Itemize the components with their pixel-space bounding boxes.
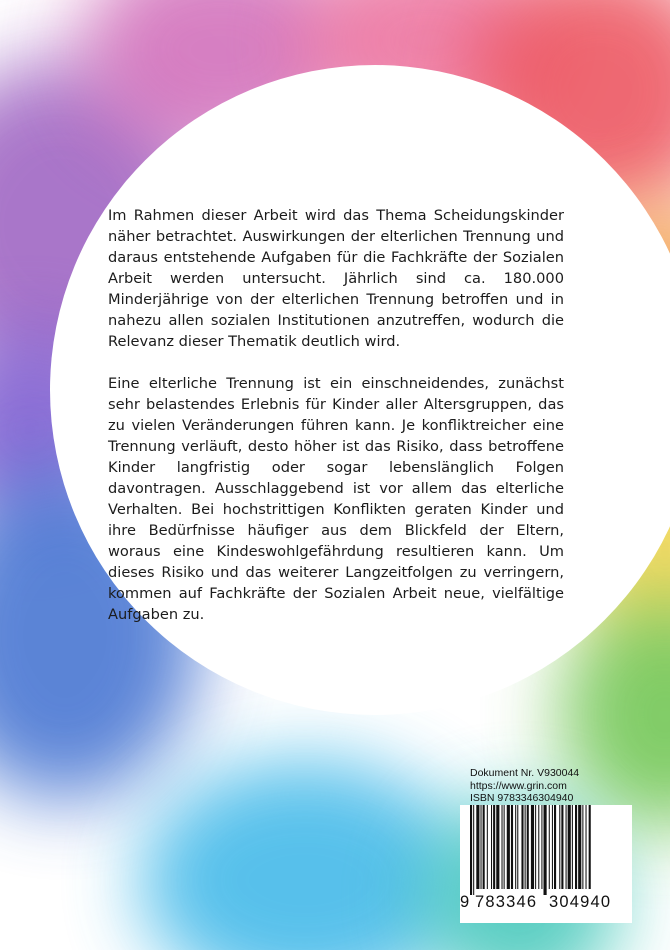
barcode-bar (517, 805, 518, 889)
barcode-bar (515, 805, 516, 889)
barcode-bar (566, 805, 567, 889)
barcode-bar (589, 805, 591, 889)
barcode-bar (575, 805, 577, 889)
document-url: https://www.grin.com (470, 779, 567, 792)
barcode-bar (554, 805, 556, 889)
back-cover-blurb (108, 205, 564, 646)
barcode-bar (552, 805, 553, 889)
isbn-label: ISBN 9783346304940 (470, 792, 574, 804)
barcode-bar (511, 805, 513, 889)
barcode-bar (507, 805, 510, 889)
barcode-bar (481, 805, 482, 889)
barcode-bar (496, 805, 499, 889)
document-number: Dokument Nr. V930044 (470, 767, 580, 779)
barcode-bar (538, 805, 539, 889)
barcode-bar (541, 805, 542, 889)
barcode-bar (544, 805, 547, 895)
barcode-bar (561, 805, 563, 889)
watercolor-cyan (140, 760, 470, 950)
barcode-group-1: 783346 (475, 893, 538, 911)
barcode-bar (586, 805, 587, 889)
barcode-bar (578, 805, 581, 889)
barcode-bar (502, 805, 503, 889)
barcode-bar (473, 805, 474, 895)
barcode-group-2: 304940 (549, 893, 612, 911)
barcode-bar (559, 805, 560, 889)
barcode-bar (582, 805, 583, 889)
blurb-paragraph-1: Im Rahmen dieser Arbeit wird das Thema Scheidungskinder näher betrachtet. Auswirkungen der elterlichen Trennung und daraus entstehende Aufgaben für die Fachkräfte der Sozialen Arbeit werden untersucht. Jährlich sind ca. 180.000 Minderjährige von der elterlichen Trennung betroffen und in nahezu allen sozialen Institutionen anzutreffen, wodurch die Relevanz dieser Thematik deutlich wird. (108, 207, 564, 350)
barcode-lead-digit: 9 (460, 893, 471, 911)
barcode-bar (572, 805, 573, 889)
barcode-bar (568, 805, 571, 889)
barcode-bars (468, 805, 628, 895)
barcode-bar (470, 805, 472, 895)
barcode-bar (549, 805, 550, 889)
barcode-bar (476, 805, 479, 889)
barcode-bar (521, 805, 523, 889)
document-info (470, 767, 579, 805)
barcode-bar (527, 805, 529, 889)
barcode-bar (531, 805, 534, 889)
barcode-bar (487, 805, 488, 889)
barcode-bar (504, 805, 505, 889)
barcode-bar (535, 805, 536, 889)
barcode-bar (491, 805, 492, 889)
barcode-bar (525, 805, 526, 889)
barcode-bar (483, 805, 485, 889)
blurb-paragraph-2: Eine elterliche Trennung ist ein einschneidendes, zunächst sehr belastendes Erlebnis für Kinder aller Altersgruppen, das zu vielen Veränderungen führen kann. Je konfliktreicher eine Trennung verläuft, desto höher ist das Risiko, dass betroffene Kinder langfristig oder sogar lebenslänglich Folgen davontragen. Ausschlaggebend ist vor allem das elterliche Verhalten. Bei hochstrittigen Konflikten geraten Kinder und ihre Bedürfnisse häufiger aus dem Blickfeld der Eltern, woraus eine Kindeswohlgefährdung resultieren kann. Um dieses Risiko und das weiterer Langzeitfolgen zu verringern, kommen auf Fachkräfte der Sozialen Arbeit neue, vielfältige Aufgaben zu. (108, 375, 564, 623)
barcode-bar (493, 805, 495, 889)
isbn-barcode (460, 805, 632, 923)
